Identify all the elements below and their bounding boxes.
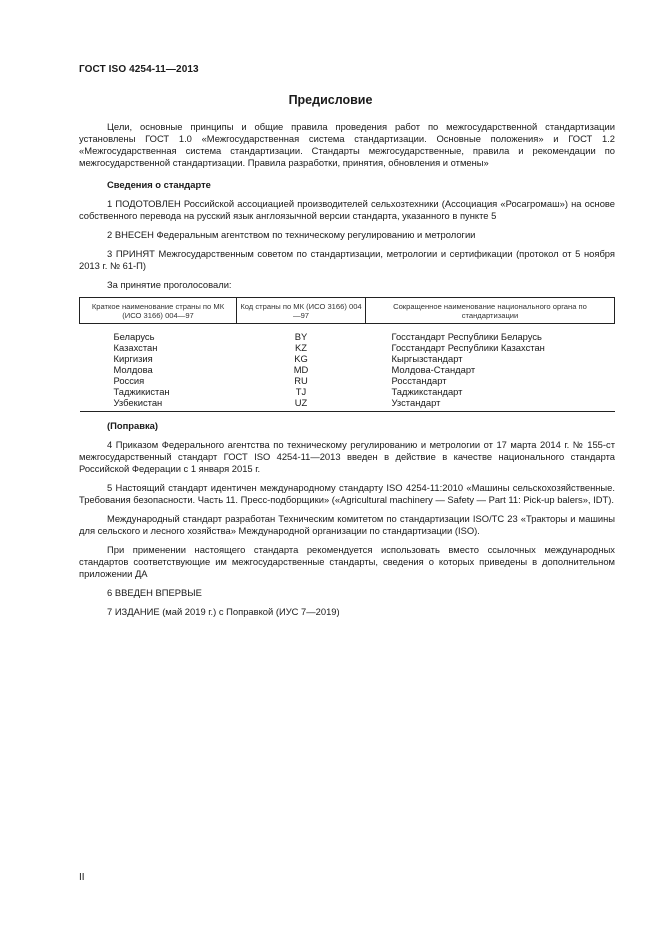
standards-body-cell: Таджикстандарт <box>391 386 463 397</box>
item-4-paragraph: 4 Приказом Федерального агентства по техническому регулированию и метрологии от 17 марта 2014 г. № 155-ст межгосударственный стандарт ГОСТ ISO 4254-11—2013 введен в действие в качестве национального стандарта Российской Федерации с 1 января 2015 г. <box>79 439 615 474</box>
section-subheading: Сведения о стандарте <box>107 179 211 190</box>
table-header-row <box>80 298 615 324</box>
table-row <box>80 353 615 364</box>
table-row <box>80 324 615 343</box>
country-name-cell: Казахстан <box>113 342 158 353</box>
table-row <box>80 364 615 375</box>
country-code-cell: TJ <box>295 386 307 397</box>
header-standards-body: Сокращенное наименование национального органа по стандартизации <box>366 298 615 324</box>
standards-body-cell: Госстандарт Республики Казахстан <box>391 342 545 353</box>
item-5-references-paragraph: При применении настоящего стандарта рекомендуется использовать вместо ссылочных международных стандартов соответствующие им межгосударственные стандарты, сведения о которых приведены в дополнительном приложении ДА <box>79 544 615 579</box>
header-country-name: Краткое наименование страны по МК (ИСО 3166) 004—97 <box>80 298 237 324</box>
country-code-cell: UZ <box>237 397 366 412</box>
country-name-cell: Узбекистан <box>80 397 237 412</box>
item-3-paragraph: 3 ПРИНЯТ Межгосударственным советом по стандартизации, метрологии и сертификации (протокол от 5 ноября 2013 г. № 61-П) <box>79 248 615 271</box>
country-code-cell: BY <box>294 331 308 342</box>
table-row <box>80 386 615 397</box>
country-code-cell: MD <box>293 364 309 375</box>
table-row <box>80 375 615 386</box>
standards-body-cell: Молдова-Стандарт <box>391 364 476 375</box>
country-name-cell: Молдова <box>113 364 153 375</box>
country-code-cell: RU <box>294 375 308 386</box>
country-name-cell: Таджикистан <box>113 386 170 397</box>
country-code-cell: KZ <box>295 342 307 353</box>
country-name-cell: Киргизия <box>113 353 153 364</box>
page-title: Предисловие <box>288 93 373 107</box>
item-2-paragraph: 2 ВНЕСЕН Федеральным агентством по техническому регулированию и метрологии <box>107 229 476 240</box>
votes-table <box>79 297 615 412</box>
document-id-header: ГОСТ ISO 4254-11—2013 <box>79 64 199 75</box>
table-row <box>80 397 615 412</box>
country-name-cell: Беларусь <box>113 331 155 342</box>
foreword-content <box>79 121 615 618</box>
standards-body-cell: Узстандарт <box>366 397 615 412</box>
page-number: II <box>79 872 85 883</box>
country-name-cell: Россия <box>113 375 145 386</box>
item-5-committee-paragraph: Международный стандарт разработан Техническим комитетом по стандартизации ISO/TC 23 «Тракторы и машины для сельского и лесного хозяйства» Международной организации по стандартизации (ISO). <box>79 513 615 536</box>
amendment-label: (Поправка) <box>107 420 158 431</box>
country-code-cell: KG <box>294 353 308 364</box>
standards-body-cell: Госстандарт Республики Беларусь <box>391 331 542 342</box>
item-7-paragraph: 7 ИЗДАНИЕ (май 2019 г.) с Поправкой (ИУС 7—2019) <box>107 606 340 617</box>
item-1-paragraph: 1 ПОДОТОВЛЕН Российской ассоциацией производителей сельхозтехники (Ассоциация «Росагромаш») на основе собственного перевода на русский язык англоязычной версии стандарта, указанного в пункте 5 <box>79 198 615 221</box>
standards-body-cell: Кыргызстандарт <box>391 353 463 364</box>
header-country-code: Код страны по МК (ИСО 3166) 004—97 <box>237 298 366 324</box>
item-6-paragraph: 6 ВВЕДЕН ВПЕРВЫЕ <box>107 587 202 598</box>
votes-intro: За принятие проголосовали: <box>107 279 232 290</box>
table-row <box>80 342 615 353</box>
standards-body-cell: Росстандарт <box>391 375 447 386</box>
item-5-paragraph: 5 Настоящий стандарт идентичен международному стандарту ISO 4254-11:2010 «Машины сельскохозяйственные. Требования безопасности. Часть 11. Пресс-подборщики» («Agricultural machinery — Safety — Part 11: Pick-up balers», IDT). <box>79 482 615 505</box>
intro-paragraph: Цели, основные принципы и общие правила проведения работ по межгосударственной стандартизации установлены ГОСТ 1.0 «Межгосударственная система стандартизации. Основные положения» и ГОСТ 1.2 «Межгосударственная система стандартизации. Стандарты межгосударственные, правила и рекомендации по межгосударственной стандартизации. Правила разработки, принятия, обновления и отмены» <box>79 121 615 168</box>
